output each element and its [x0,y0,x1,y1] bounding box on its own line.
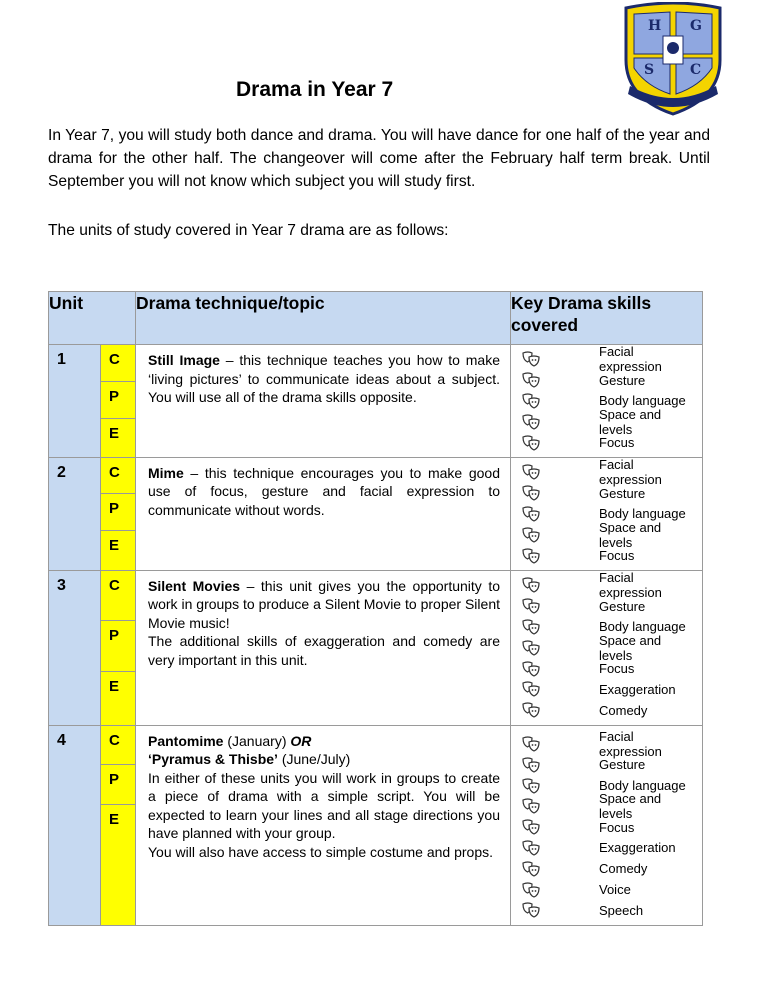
skill-item: Focus [521,658,696,679]
table-row [49,570,703,725]
skill-item: Focus [521,545,696,566]
cpe-c: C [101,345,135,382]
drama-masks-icon [521,464,541,480]
drama-masks-icon [521,527,541,543]
unit-title: Silent Movies [148,577,241,594]
drama-masks-icon [521,577,541,593]
intro-paragraph: In Year 7, you will study both dance and drama. You will have dance for one half of the year and drama for the other half. The changeover will come after the February half term break. Until September you will not know which subject you will study first. [48,127,710,190]
skill-item: Gesture [521,596,696,617]
crest-letter-h: H [648,18,662,34]
units-intro-text: The units of study covered in Year 7 drama are as follows: [48,222,449,239]
skill-item: Space and levels [521,637,696,658]
skill-item: Body language [521,617,696,638]
header-technique: Drama technique/topic [136,292,511,345]
drama-masks-icon [521,757,541,773]
skill-item: Facial expression [521,462,696,483]
page-title: Drama in Year 7 [236,78,394,101]
skills-list [511,457,703,570]
cpe-c: C [101,726,135,766]
skill-item: Space and levels [521,411,696,432]
drama-masks-icon [521,902,541,918]
unit-title: Mime [148,464,184,481]
table-row [49,345,703,458]
unit-number: 1 [49,345,101,458]
skill-item: Voice [521,879,696,900]
unit-number: 4 [49,725,101,925]
cpe-p: P [101,382,135,419]
drama-masks-icon [521,736,541,752]
drama-masks-icon [521,619,541,635]
unit-number: 2 [49,457,101,570]
skill-item: Comedy [521,858,696,879]
cpe-p: P [101,494,135,530]
cpe-e: E [108,536,119,554]
drama-masks-icon [521,548,541,564]
skill-item: Gesture [521,483,696,504]
unit-title-alt: ‘Pyramus & Thisbe’ [148,751,278,768]
skill-item: Gesture [521,370,696,391]
skill-item: Body language [521,391,696,412]
units-table [48,291,703,926]
drama-masks-icon [521,506,541,522]
drama-masks-icon [521,861,541,877]
skill-item: Space and levels [521,524,696,545]
table-row [49,725,703,925]
crest-letter-s: S [644,62,655,78]
crest-letter-g: G [690,18,702,34]
unit-description: Pantomime (January) OR ‘Pyramus & Thisbe’ (June/July) In either of these units you will work in groups to create a piece of drama with a simple script. You will be expected to learn your lines and all stage directions you have planned with your group. You will also have access to simple costume and props. [136,725,511,925]
skills-list [511,570,703,725]
drama-masks-icon [521,598,541,614]
skill-item: Speech [521,900,696,921]
header-skills: Key Drama skills covered [511,292,703,345]
drama-masks-icon [521,435,541,451]
school-crest-logo [620,2,726,118]
skills-list [511,345,703,458]
skills-list [511,725,703,925]
skill-item: Body language [521,504,696,525]
drama-masks-icon [521,351,541,367]
skill-item: Facial expression [521,575,696,596]
skill-item: Facial expression [521,734,696,755]
table-row [49,457,703,570]
table-header-row [49,292,703,345]
cpe-c: C [101,571,135,621]
drama-masks-icon [521,819,541,835]
unit-title: Still Image [148,352,220,368]
drama-masks-icon [521,485,541,501]
unit-description: Mime – this technique encourages you to make good use of focus, gesture and facial expression to communicate without words. [136,457,511,570]
skill-item: Comedy [521,700,696,721]
cpe-e: E [108,425,119,442]
drama-masks-icon [521,393,541,409]
unit-number: 3 [49,570,101,725]
drama-masks-icon [521,840,541,856]
drama-masks-icon [521,798,541,814]
drama-masks-icon [521,414,541,430]
drama-masks-icon [521,702,541,718]
unit-description: Still Image – this technique teaches you how to make ‘living pictures’ to communicate ideas about a subject. You will use all of the drama skills opposite. [136,345,511,458]
cpe-c: C [101,458,135,494]
cpe-p: P [101,621,135,671]
drama-masks-icon [521,661,541,677]
header-unit: Unit [49,292,136,345]
skill-item: Exaggeration [521,838,696,859]
drama-masks-icon [521,372,541,388]
crest-letter-c: C [690,62,702,78]
cpe-e: E [108,810,119,828]
skill-item: Facial expression [521,349,696,370]
skill-item: Exaggeration [521,679,696,700]
skill-item: Space and levels [521,796,696,817]
skill-item: Focus [521,432,696,453]
unit-description: Silent Movies – this unit gives you the opportunity to work in groups to produce a Silent Movie to proper Silent Movie music! The additional skills of exaggeration and comedy are very important in this unit. [136,570,511,725]
skill-item: Gesture [521,754,696,775]
drama-masks-icon [521,882,541,898]
skill-item: Focus [521,817,696,838]
drama-masks-icon [521,681,541,697]
cpe-e: E [108,677,119,695]
drama-masks-icon [521,778,541,794]
skill-item: Body language [521,775,696,796]
drama-masks-icon [521,640,541,656]
unit-title: Pantomime [148,732,224,749]
cpe-p: P [101,765,135,805]
